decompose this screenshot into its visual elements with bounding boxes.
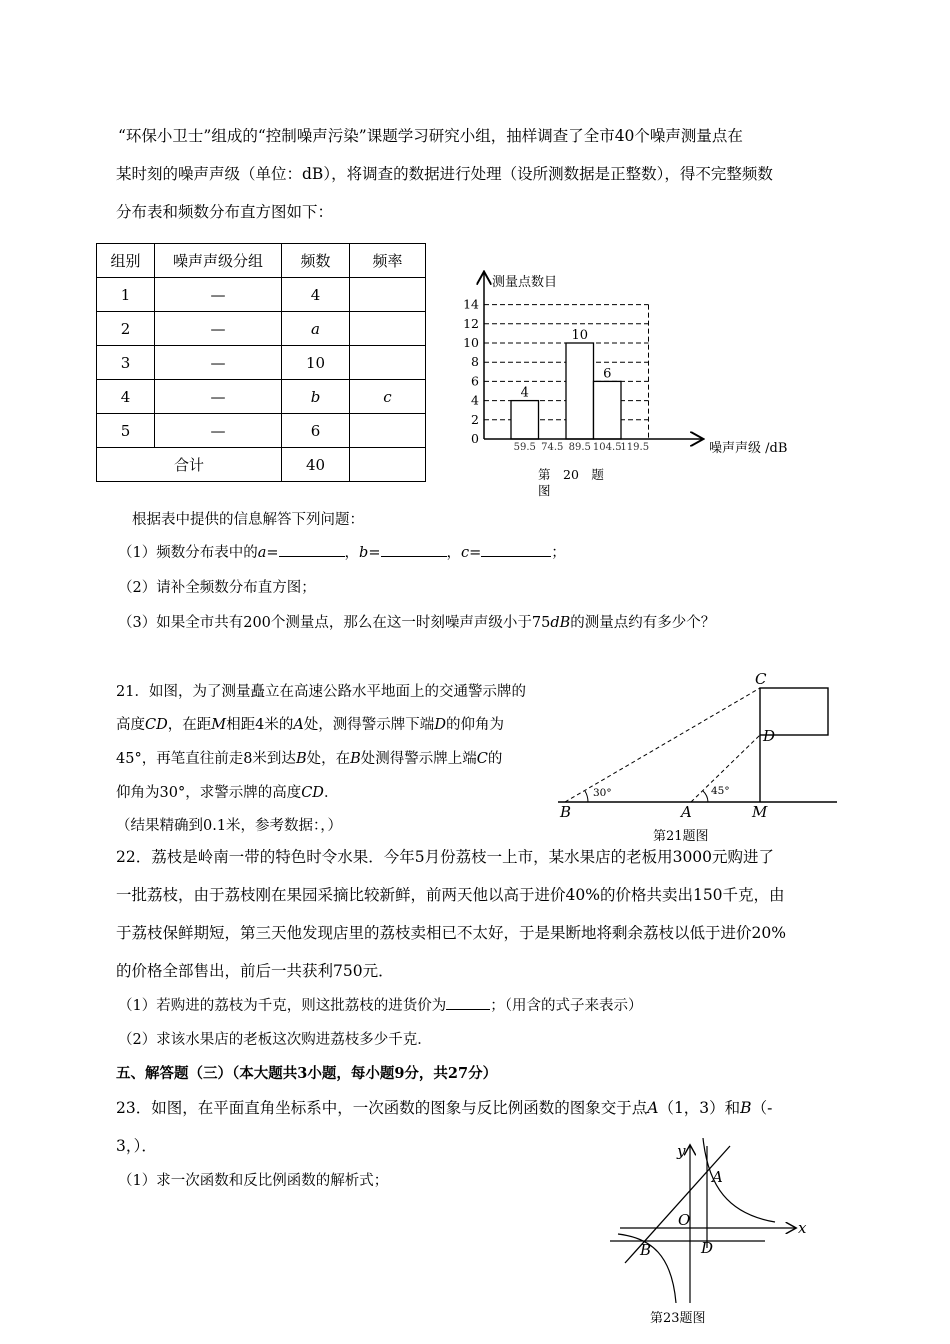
- q21-line-1: 21．如图，为了测量矗立在高速公路水平地面上的交通警示牌的: [116, 684, 526, 700]
- header-range: 噪声声级分组: [155, 244, 282, 278]
- table-row: [97, 278, 426, 312]
- intro-line-2: 某时刻的噪声声级（单位：dB），将调查的数据进行处理（设所测数据是正整数），得不完整频数: [116, 165, 773, 183]
- q22-part2: （2）求该水果店的老板这次购进荔枝多少千克．: [118, 1032, 432, 1048]
- q20-part3: （3）如果全市共有200个测量点，那么在这一时刻噪声声级小于75dB的测量点约有多少个？: [118, 615, 716, 631]
- label-point-b: B: [640, 1241, 652, 1259]
- x-axis-label: 噪声声级 /dB: [709, 441, 788, 456]
- q22-line-4: 的价格全部售出，前后一共获利750元．: [116, 962, 394, 980]
- cell-group: 3: [97, 346, 155, 380]
- y-tick-label: 2: [471, 411, 479, 427]
- x-tick-label: 119.5: [620, 442, 650, 453]
- table-total-row: [97, 448, 426, 482]
- bar-value-label: 6: [603, 366, 612, 382]
- table-header-row: [97, 244, 426, 278]
- label-point-m: M: [752, 803, 768, 821]
- chart-caption-1: 第 20 题: [538, 467, 604, 482]
- q20-part2: （2）请补全频数分布直方图；: [118, 580, 316, 596]
- header-frequency: 频数: [282, 244, 350, 278]
- table-row: [97, 346, 426, 380]
- q20-lead: 根据表中提供的信息解答下列问题：: [132, 512, 364, 528]
- label-point-d: D: [701, 1239, 714, 1257]
- histogram-bar: [566, 343, 594, 439]
- y-tick-label: 8: [471, 354, 479, 370]
- cell-rate: c: [350, 380, 426, 414]
- table-row: [97, 312, 426, 346]
- angle-arc-45: [703, 791, 708, 802]
- q21-line-5: （结果精确到0.1米，参考数据：，）: [116, 818, 343, 834]
- q21-line-2: 高度CD，在距M相距4米的A处，测得警示牌下端D的仰角为: [116, 717, 504, 733]
- q21-line-4: 仰角为30°，求警示牌的高度CD．: [116, 785, 339, 801]
- cell-range: —: [155, 312, 282, 346]
- label-30-degree: 30°: [593, 787, 612, 799]
- x-tick-label: 59.5: [513, 442, 536, 453]
- histogram-chart: [455, 268, 800, 508]
- cell-total-value: 40: [282, 448, 350, 482]
- cell-group: 5: [97, 414, 155, 448]
- cell-frequency: 4: [282, 278, 350, 312]
- bar-value-label: 10: [571, 328, 589, 343]
- q22-part1: （1）若购进的荔枝为千克，则这批荔枝的进货价为 ；（用含的式子来表示）: [118, 994, 642, 1015]
- cell-frequency: a: [282, 312, 350, 346]
- x-tick-label: 74.5: [541, 442, 564, 453]
- frequency-table: [96, 243, 426, 482]
- cell-range: —: [155, 414, 282, 448]
- q20-part1: （1）频数分布表中的a= ，b= ，c= ；: [118, 541, 566, 562]
- intro-line-3: 分布表和频数分布直方图如下：: [116, 203, 334, 221]
- cell-rate: [350, 312, 426, 346]
- q23-line-1: 23．如图，在平面直角坐标系中，一次函数的图象与反比例函数的图象交于点A（1，3）和B（-: [116, 1099, 773, 1117]
- table-row: [97, 380, 426, 414]
- chart-caption-2: 图: [538, 483, 551, 498]
- cell-range: —: [155, 380, 282, 414]
- sightline-bc: [565, 688, 760, 802]
- y-tick-label: 6: [471, 373, 479, 389]
- label-point-d: D: [763, 727, 776, 745]
- cell-frequency: 10: [282, 346, 350, 380]
- angle-arc-30: [585, 791, 588, 802]
- label-y: y: [677, 1142, 686, 1160]
- label-point-b: B: [560, 803, 572, 821]
- cell-group: 2: [97, 312, 155, 346]
- label-origin-o: O: [678, 1211, 691, 1229]
- y-tick-label: 0: [471, 431, 479, 446]
- x-tick-label: 104.5: [592, 442, 622, 453]
- q23-part1: （1）求一次函数和反比例函数的解析式；: [118, 1173, 389, 1189]
- cell-rate: [350, 414, 426, 448]
- y-axis-label: 测量点数目: [492, 275, 558, 290]
- y-tick-label: 4: [471, 392, 479, 408]
- label-point-a: A: [681, 803, 692, 821]
- label-x: x: [798, 1219, 807, 1237]
- bar-value-label: 4: [520, 385, 529, 401]
- q22-line-1: 22．荔枝是岭南一带的特色时令水果．今年5月份荔枝一上市，某水果店的老板用3000元购进了: [116, 848, 775, 866]
- q22-line-2: 一批荔枝，由于荔枝刚在果园采摘比较新鲜，前两天他以高于进价40%的价格共卖出150千克，由: [116, 886, 785, 904]
- table-row: [97, 414, 426, 448]
- cell-frequency: b: [282, 380, 350, 414]
- q23-line-2: 3，）．: [116, 1137, 157, 1155]
- y-tick-label: 14: [463, 296, 479, 312]
- histogram-bar: [594, 381, 622, 439]
- q22-line-3: 于荔枝保鲜期短，第三天他发现店里的荔枝卖相已不太好，于是果断地将剩余荔枝以低于进价20%: [116, 924, 786, 942]
- label-point-c: C: [755, 670, 767, 688]
- cell-total-label: 合计: [97, 448, 282, 482]
- y-tick-label: 12: [463, 315, 479, 331]
- cell-rate: [350, 278, 426, 312]
- histogram-bar: [511, 401, 539, 439]
- cell-frequency: 6: [282, 414, 350, 448]
- cell-rate: [350, 346, 426, 380]
- y-tick-label: 10: [463, 335, 479, 350]
- cell-total-rate: [350, 448, 426, 482]
- x-tick-label: 89.5: [568, 442, 591, 453]
- header-rate: 频率: [350, 244, 426, 278]
- section-5-title: 五、解答题（三）（本大题共3小题，每小题9分，共27分）: [116, 1065, 498, 1082]
- q23-figure: [600, 1138, 815, 1338]
- q21-figure: [550, 668, 840, 848]
- q21-line-3: 45°，再笔直往前走8米到达B处，在B处测得警示牌上端C的: [116, 751, 503, 767]
- header-group: 组别: [97, 244, 155, 278]
- intro-line-1: “环保小卫士”组成的“控制噪声污染”课题学习研究小组，抽样调查了全市40个噪声测量点在: [118, 127, 743, 145]
- cell-range: —: [155, 346, 282, 380]
- cell-group: 1: [97, 278, 155, 312]
- q23-figure-caption: 第23题图: [650, 1311, 706, 1326]
- label-point-a: A: [712, 1168, 723, 1186]
- cell-group: 4: [97, 380, 155, 414]
- cell-range: —: [155, 278, 282, 312]
- q21-figure-caption: 第21题图: [653, 829, 709, 844]
- label-45-degree: 45°: [711, 785, 730, 797]
